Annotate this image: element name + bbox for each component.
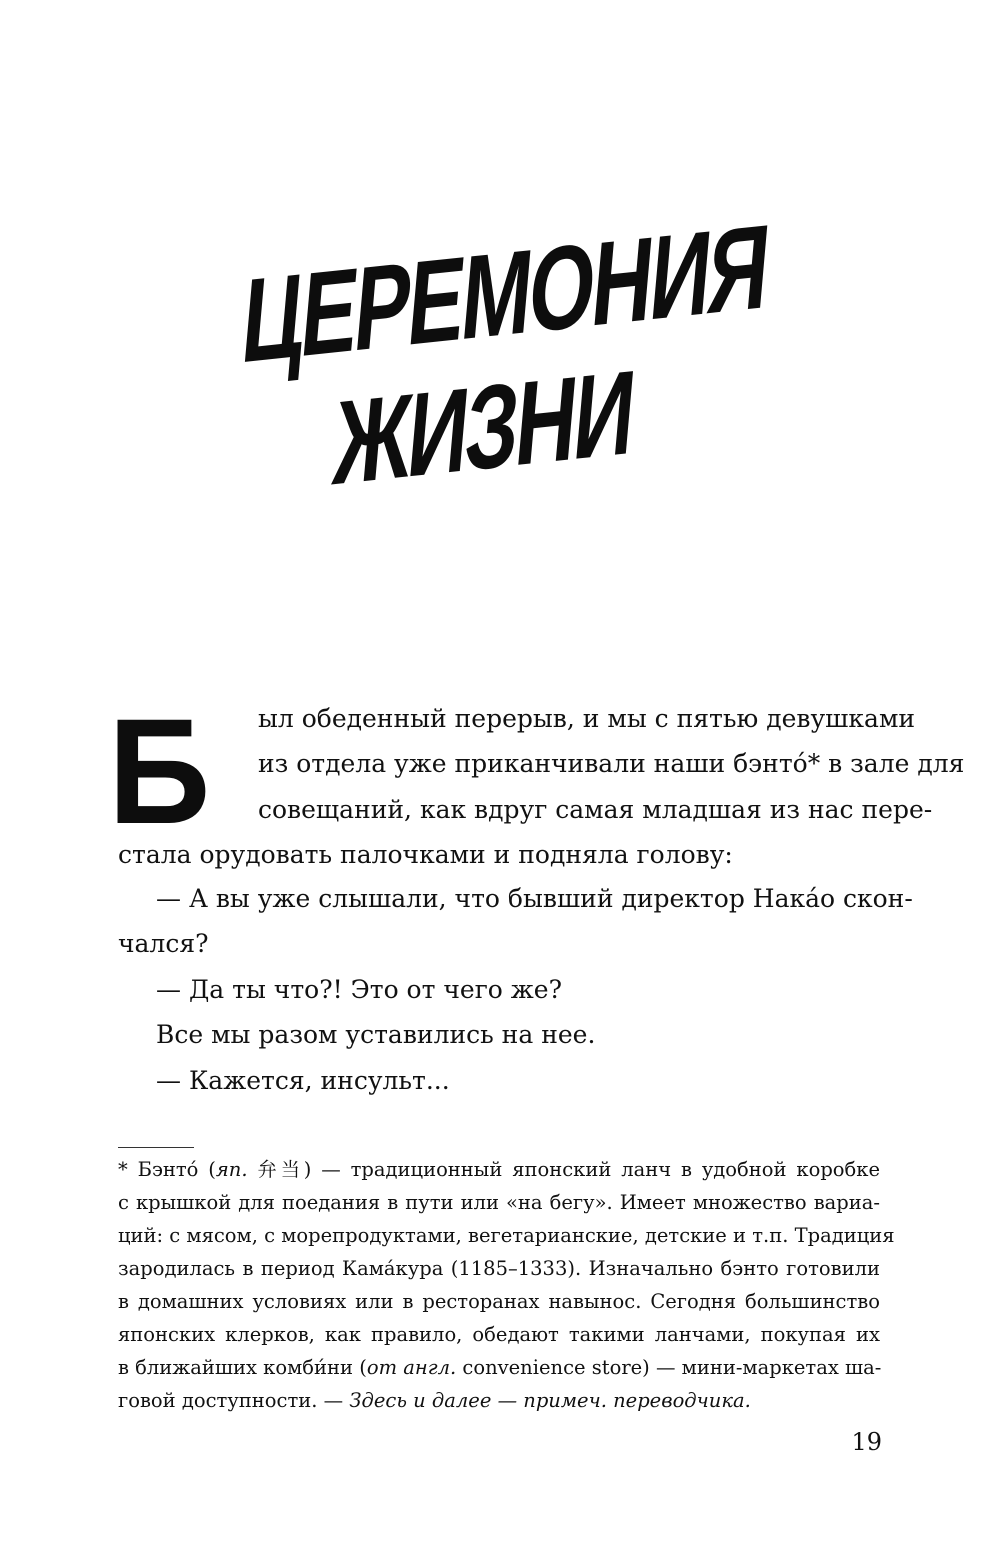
drop-cap: Б bbox=[108, 687, 211, 855]
footnote-line-5: в домашних условиях или в ресторанах навынос. Сегодня большинство bbox=[118, 1290, 880, 1313]
paragraph-1-line-3: совещаний, как вдруг самая младшая из нас пере- bbox=[258, 795, 933, 824]
footnote-line-6: японских клерков, как правило, обедают такими ланчами, покупая их bbox=[118, 1323, 880, 1346]
footnote-divider bbox=[118, 1147, 194, 1148]
chapter-title-line-1: ЦЕРЕМОНИЯ bbox=[236, 199, 773, 389]
footnote-line-1: * Бэнто́ (яп. 弁当) — традиционный японский ланч в удобной коробке bbox=[118, 1158, 881, 1181]
footnote-line-3: ций: с мясом, с морепродуктами, вегетарианские, детские и т.п. Традиция bbox=[118, 1224, 895, 1247]
paragraph-3: — Да ты что?! Это от чего же? bbox=[156, 975, 563, 1004]
paragraph-1-line-1: ыл обеденный перерыв, и мы с пятью девушками bbox=[258, 704, 916, 733]
footnote-line-2: с крышкой для поедания в пути или «на бегу». Имеет множество вариа- bbox=[118, 1191, 880, 1214]
footnote-line-7: в ближайших комби́ни (от англ. convenience store) — мини-маркетах ша- bbox=[118, 1356, 882, 1379]
paragraph-2-line-2: чался? bbox=[118, 929, 209, 958]
paragraph-2-line-1: — А вы уже слышали, что бывший директор Нака́о скон- bbox=[156, 884, 913, 913]
paragraph-1-line-4: стала орудовать палочками и подняла голову: bbox=[118, 840, 733, 869]
footnote-line-4: зародилась в период Кама́кура (1185–1333). Изначально бэнто готовили bbox=[118, 1257, 880, 1280]
chapter-title-line-2: ЖИЗНИ bbox=[328, 345, 639, 511]
paragraph-5: — Кажется, инсульт... bbox=[156, 1066, 450, 1095]
footnote-line-8: говой доступности. — Здесь и далее — примеч. переводчика. bbox=[118, 1389, 751, 1412]
paragraph-1-line-2: из отдела уже приканчивали наши бэнто́* в зале для bbox=[258, 749, 965, 778]
page-number: 19 bbox=[851, 1428, 882, 1456]
paragraph-4: Все мы разом уставились на нее. bbox=[156, 1020, 596, 1049]
chapter-title bbox=[0, 199, 1000, 532]
